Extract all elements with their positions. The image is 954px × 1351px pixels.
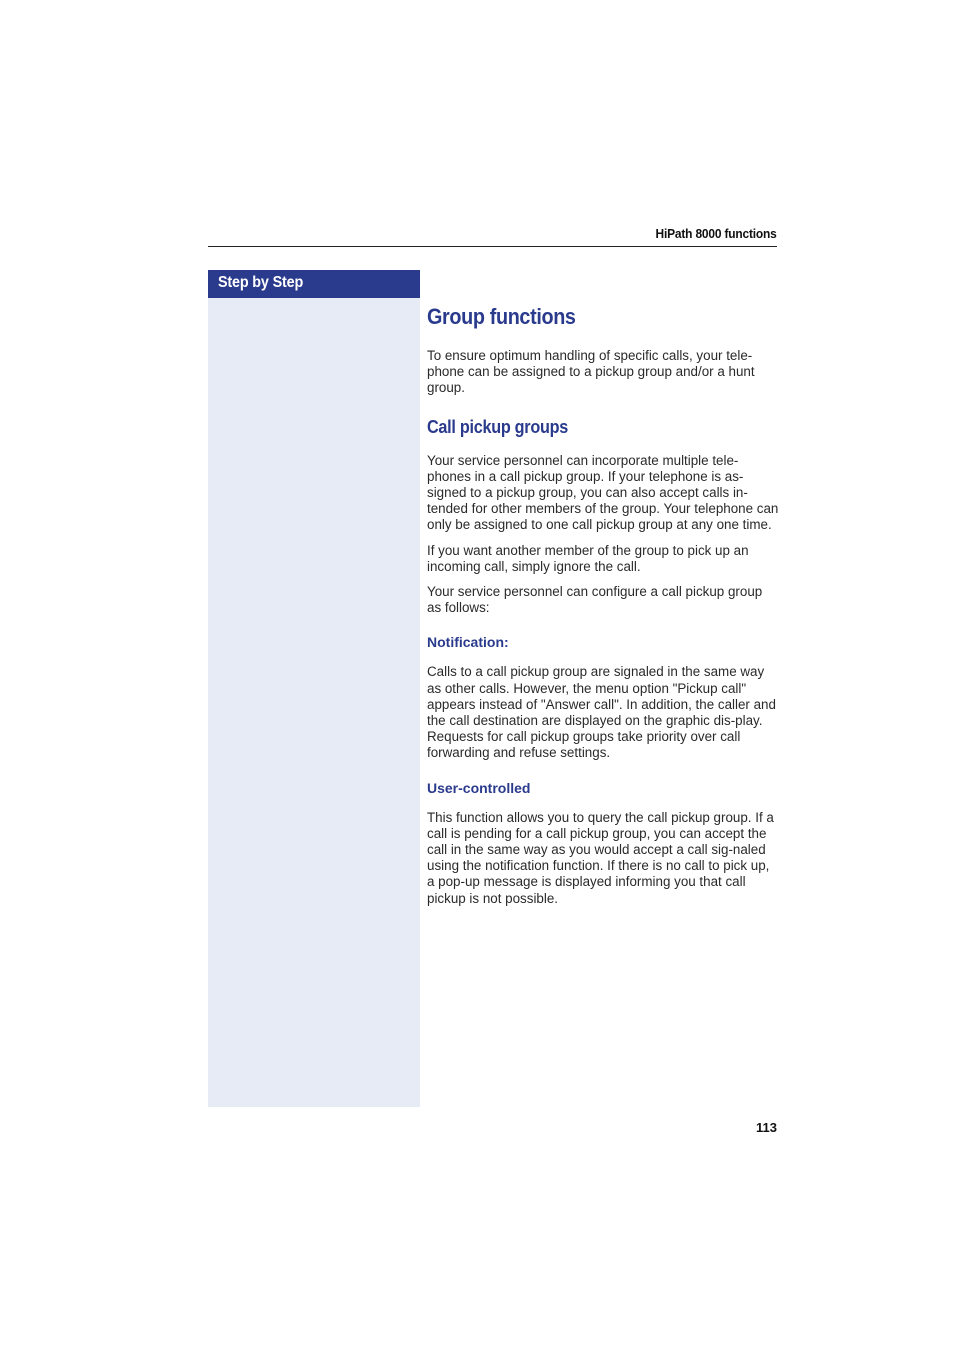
running-header: HiPath 8000 functions — [655, 226, 777, 241]
section-heading-call-pickup-groups: Call pickup groups — [427, 416, 568, 437]
notification-paragraph: Calls to a call pickup group are signaled in the same way as other calls. However, the menu option "Pickup call" appears instead of "Answer call". In addition, the caller and the call destination are displayed on the graphic dis-play. Requests for call pickup groups take priority over call forwarding and refuse settings. — [427, 664, 776, 761]
page-title: Group functions — [427, 304, 576, 329]
subheading-user-controlled: User-controlled — [427, 779, 531, 796]
subheading-notification: Notification: — [427, 634, 509, 651]
paragraph: If you want another member of the group to pick up an incoming call, simply ignore the call. — [427, 542, 749, 574]
page-number: 113 — [756, 1120, 777, 1135]
intro-paragraph: To ensure optimum handling of specific calls, your tele-phone can be assigned to a pickup group and/or a hunt group. — [427, 348, 755, 396]
paragraph: Your service personnel can configure a call pickup group as follows: — [427, 584, 763, 616]
sidebar-title-bar — [208, 270, 420, 298]
sidebar-title: Step by Step — [218, 274, 304, 291]
user-controlled-paragraph: This function allows you to query the call pickup group. If a call is pending for a call pickup group, you can accept the call in the same way as you would accept a call sig-naled using the notification function. If there is no call to pick up, a pop-up message is displayed informing you that call pickup is not possible. — [427, 809, 774, 906]
paragraph: Your service personnel can incorporate multiple tele-phones in a call pickup group. If your telephone is as-signed to a pickup group, you can also accept calls in-tended for other members of the group. Your telephone can only be assigned to one call pickup group at any one time. — [427, 452, 779, 533]
header-divider — [208, 246, 777, 247]
main-content — [427, 300, 779, 916]
step-by-step-sidebar — [208, 270, 420, 1107]
